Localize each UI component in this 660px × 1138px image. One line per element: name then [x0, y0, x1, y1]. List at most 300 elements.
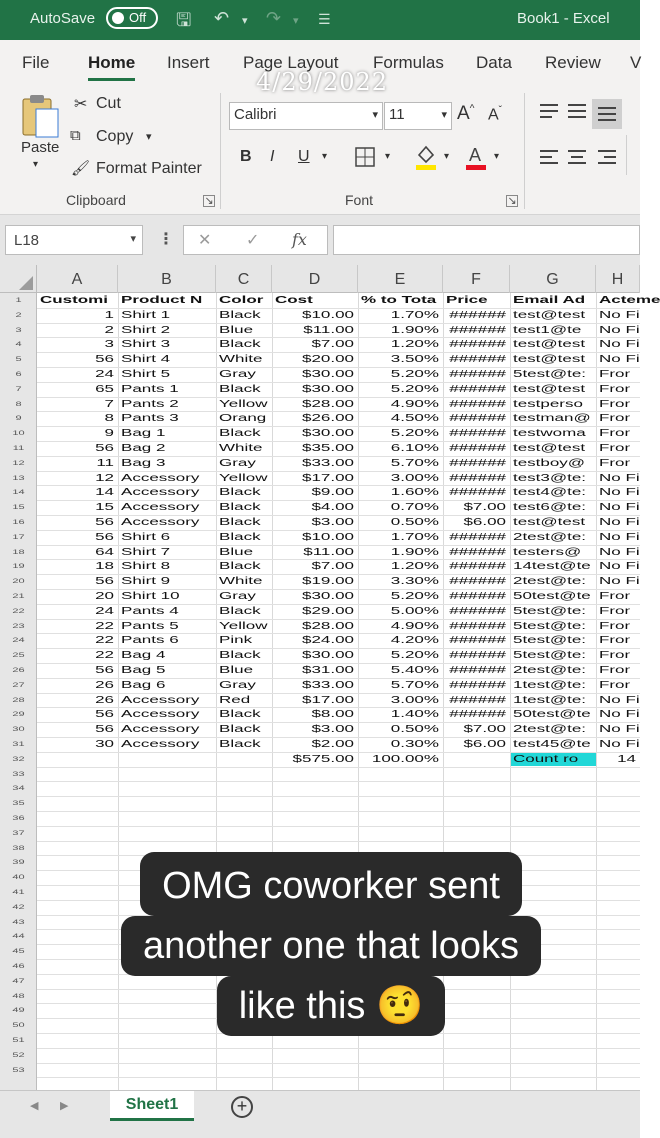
- cell[interactable]: [216, 367, 272, 382]
- cell[interactable]: [118, 559, 216, 574]
- cell[interactable]: [510, 367, 596, 382]
- cell[interactable]: [118, 707, 216, 722]
- cell[interactable]: [216, 648, 272, 663]
- cell[interactable]: [358, 323, 443, 338]
- cell[interactable]: [510, 619, 596, 634]
- row-header[interactable]: 33: [12, 770, 25, 778]
- cell[interactable]: [510, 500, 596, 515]
- cell[interactable]: [510, 530, 596, 545]
- cell[interactable]: [118, 515, 216, 530]
- customize-toolbar-icon[interactable]: ☰: [318, 11, 331, 27]
- cell[interactable]: [216, 678, 272, 693]
- cell[interactable]: [272, 530, 358, 545]
- cell[interactable]: [358, 545, 443, 560]
- borders-dropdown-icon[interactable]: ▾: [385, 151, 391, 162]
- font-size-select[interactable]: [384, 102, 452, 130]
- align-bottom-button[interactable]: [592, 99, 622, 129]
- cell[interactable]: [596, 411, 640, 426]
- cell[interactable]: [443, 426, 510, 441]
- cell[interactable]: [596, 500, 640, 515]
- borders-icon[interactable]: [355, 147, 375, 167]
- cell[interactable]: [216, 397, 272, 412]
- cell[interactable]: [596, 737, 640, 752]
- undo-icon[interactable]: ↶: [214, 8, 230, 28]
- cell[interactable]: [118, 308, 216, 323]
- cell[interactable]: [443, 323, 510, 338]
- cell[interactable]: [37, 367, 118, 382]
- cell[interactable]: [37, 500, 118, 515]
- cell[interactable]: [216, 411, 272, 426]
- tab-formulas[interactable]: Formulas: [373, 53, 444, 72]
- cell[interactable]: [358, 382, 443, 397]
- add-sheet-icon[interactable]: +: [231, 1096, 253, 1118]
- cell[interactable]: [216, 693, 272, 708]
- cell[interactable]: [443, 471, 510, 486]
- cell[interactable]: [510, 308, 596, 323]
- cell[interactable]: [443, 604, 510, 619]
- cell[interactable]: [510, 722, 596, 737]
- cell[interactable]: [510, 293, 596, 308]
- cell[interactable]: [596, 633, 640, 648]
- cell[interactable]: [118, 663, 216, 678]
- cell[interactable]: [358, 485, 443, 500]
- row-header[interactable]: 9: [15, 414, 22, 423]
- cell[interactable]: [510, 323, 596, 338]
- format-painter-icon[interactable]: 🖌: [71, 160, 91, 177]
- clipboard-launcher-icon[interactable]: ↘: [204, 195, 214, 207]
- cell[interactable]: [37, 693, 118, 708]
- cell[interactable]: [443, 352, 510, 367]
- cell[interactable]: [510, 663, 596, 678]
- cell[interactable]: [37, 515, 118, 530]
- cell[interactable]: [272, 633, 358, 648]
- cell[interactable]: [358, 515, 443, 530]
- cell[interactable]: [596, 663, 640, 678]
- increase-font-size-button[interactable]: A^: [457, 103, 475, 124]
- cell[interactable]: [358, 752, 443, 767]
- cell[interactable]: [118, 411, 216, 426]
- row-header[interactable]: 27: [12, 681, 25, 689]
- cell[interactable]: [37, 411, 118, 426]
- cell[interactable]: [443, 456, 510, 471]
- row-header[interactable]: 8: [15, 400, 22, 408]
- cancel-icon[interactable]: ✕: [198, 232, 212, 249]
- row-header[interactable]: 35: [12, 799, 25, 807]
- cell[interactable]: [216, 530, 272, 545]
- cell[interactable]: [118, 367, 216, 382]
- cell[interactable]: [272, 293, 358, 308]
- cell[interactable]: [596, 382, 640, 397]
- font-launcher-icon[interactable]: ↘: [507, 195, 517, 207]
- cell[interactable]: [358, 648, 443, 663]
- cell[interactable]: [443, 397, 510, 412]
- cell[interactable]: [443, 441, 510, 456]
- cell[interactable]: [596, 648, 640, 663]
- cell[interactable]: [37, 485, 118, 500]
- cell[interactable]: [358, 559, 443, 574]
- row-header[interactable]: 44: [12, 932, 25, 941]
- cell[interactable]: [37, 308, 118, 323]
- row-header[interactable]: 26: [12, 666, 25, 674]
- format-painter-button[interactable]: Format Painter: [96, 160, 202, 177]
- cell[interactable]: [510, 471, 596, 486]
- row-header[interactable]: 40: [12, 873, 25, 881]
- cell[interactable]: [37, 574, 118, 589]
- cell[interactable]: [596, 485, 640, 500]
- cell[interactable]: [216, 352, 272, 367]
- row-header[interactable]: 6: [15, 370, 22, 378]
- cell[interactable]: [358, 500, 443, 515]
- cell[interactable]: [443, 530, 510, 545]
- cell[interactable]: [596, 619, 640, 634]
- align-middle-icon[interactable]: [566, 101, 588, 121]
- name-box[interactable]: [5, 225, 143, 255]
- cell[interactable]: [272, 678, 358, 693]
- cell[interactable]: [118, 545, 216, 560]
- row-header[interactable]: 38: [12, 844, 25, 852]
- cell[interactable]: [216, 456, 272, 471]
- cell[interactable]: [510, 633, 596, 648]
- cell[interactable]: [358, 589, 443, 604]
- row-header[interactable]: 3: [15, 326, 22, 334]
- cell[interactable]: [443, 500, 510, 515]
- undo-dropdown-icon[interactable]: ▾: [242, 15, 248, 27]
- cell[interactable]: [510, 545, 596, 560]
- tab-page-layout[interactable]: Page Layout: [243, 53, 339, 72]
- cell[interactable]: [358, 678, 443, 693]
- cell[interactable]: [510, 515, 596, 530]
- cell[interactable]: [358, 411, 443, 426]
- cell[interactable]: [510, 574, 596, 589]
- cell[interactable]: [216, 722, 272, 737]
- sheet-tab-sheet1[interactable]: Sheet1: [110, 1091, 194, 1121]
- cell[interactable]: [118, 648, 216, 663]
- cell[interactable]: [510, 752, 596, 767]
- cell[interactable]: [510, 678, 596, 693]
- cell[interactable]: [358, 693, 443, 708]
- align-left-icon[interactable]: [538, 147, 560, 167]
- cell[interactable]: [118, 693, 216, 708]
- cell[interactable]: [272, 559, 358, 574]
- cell[interactable]: [216, 382, 272, 397]
- cell[interactable]: [596, 352, 640, 367]
- cell[interactable]: [596, 323, 640, 338]
- cell[interactable]: [37, 559, 118, 574]
- paste-icon[interactable]: [20, 93, 62, 139]
- cell[interactable]: [118, 352, 216, 367]
- cell[interactable]: [118, 737, 216, 752]
- cell[interactable]: [596, 308, 640, 323]
- cell[interactable]: [37, 337, 118, 352]
- row-header[interactable]: 48: [12, 992, 25, 1000]
- cell[interactable]: [443, 382, 510, 397]
- column-header-h[interactable]: H: [596, 265, 640, 293]
- cell[interactable]: [596, 426, 640, 441]
- scroll-left-icon[interactable]: ◀: [30, 1100, 39, 1112]
- row-header[interactable]: 21: [12, 592, 25, 600]
- column-header-c[interactable]: C: [216, 265, 272, 293]
- cell[interactable]: [596, 707, 640, 722]
- cell[interactable]: [358, 707, 443, 722]
- cell[interactable]: [37, 678, 118, 693]
- cell[interactable]: [118, 471, 216, 486]
- cell[interactable]: [272, 574, 358, 589]
- cell[interactable]: [272, 707, 358, 722]
- font-color-icon[interactable]: [464, 143, 488, 171]
- cell[interactable]: [443, 367, 510, 382]
- row-header[interactable]: 4: [15, 340, 22, 349]
- row-header[interactable]: 42: [12, 903, 25, 911]
- cell[interactable]: [118, 382, 216, 397]
- cell[interactable]: [216, 500, 272, 515]
- cell[interactable]: [443, 545, 510, 560]
- cell[interactable]: [37, 382, 118, 397]
- row-header[interactable]: 30: [12, 725, 25, 733]
- row-header[interactable]: 10: [12, 429, 25, 437]
- cell[interactable]: [596, 397, 640, 412]
- cell[interactable]: [118, 337, 216, 352]
- cell[interactable]: [272, 648, 358, 663]
- cell[interactable]: [216, 485, 272, 500]
- cell[interactable]: [37, 648, 118, 663]
- row-header[interactable]: 23: [12, 622, 25, 630]
- cell[interactable]: [118, 441, 216, 456]
- cell[interactable]: [216, 737, 272, 752]
- italic-button[interactable]: I: [270, 148, 275, 165]
- cell[interactable]: [216, 574, 272, 589]
- row-header[interactable]: 47: [12, 977, 25, 985]
- row-header[interactable]: 28: [12, 696, 25, 704]
- cell[interactable]: [596, 589, 640, 604]
- column-header-a[interactable]: A: [37, 265, 118, 293]
- cell[interactable]: [118, 574, 216, 589]
- save-icon[interactable]: 🖫: [176, 10, 192, 30]
- align-top-icon[interactable]: [538, 101, 560, 121]
- cell[interactable]: [443, 589, 510, 604]
- cell[interactable]: [118, 293, 216, 308]
- cell[interactable]: [216, 604, 272, 619]
- cell[interactable]: [216, 471, 272, 486]
- enter-icon[interactable]: ✓: [246, 232, 260, 249]
- cell[interactable]: [443, 559, 510, 574]
- cell[interactable]: [358, 441, 443, 456]
- cell[interactable]: [510, 382, 596, 397]
- cell[interactable]: [443, 308, 510, 323]
- row-header[interactable]: 13: [12, 474, 25, 482]
- font-name-select[interactable]: [229, 102, 383, 130]
- cell[interactable]: [510, 411, 596, 426]
- copy-dropdown-icon[interactable]: ▾: [146, 131, 152, 143]
- copy-button[interactable]: Copy: [96, 128, 134, 145]
- tab-insert[interactable]: Insert: [167, 53, 210, 72]
- cut-icon[interactable]: ✂: [74, 96, 88, 113]
- row-header[interactable]: 20: [12, 577, 25, 585]
- cell[interactable]: [37, 397, 118, 412]
- row-header[interactable]: 53: [12, 1066, 25, 1074]
- row-header[interactable]: 51: [12, 1036, 25, 1044]
- cell[interactable]: [596, 574, 640, 589]
- cell[interactable]: [272, 515, 358, 530]
- row-header[interactable]: 43: [12, 918, 25, 926]
- cell[interactable]: [358, 663, 443, 678]
- tab-file[interactable]: File: [22, 53, 50, 72]
- row-header[interactable]: 34: [12, 784, 25, 793]
- cell[interactable]: [272, 545, 358, 560]
- row-header[interactable]: 19: [12, 562, 25, 571]
- row-header[interactable]: 52: [12, 1051, 25, 1059]
- cell[interactable]: [358, 530, 443, 545]
- column-header-b[interactable]: B: [118, 265, 216, 293]
- cell[interactable]: [510, 589, 596, 604]
- cell[interactable]: [272, 441, 358, 456]
- row-header[interactable]: 32: [12, 755, 25, 763]
- cell[interactable]: [596, 559, 640, 574]
- column-header-g[interactable]: G: [510, 265, 596, 293]
- row-header[interactable]: 11: [12, 444, 25, 452]
- cell[interactable]: [510, 426, 596, 441]
- row-header[interactable]: 1: [15, 296, 22, 304]
- select-all-button[interactable]: [0, 265, 37, 293]
- align-right-icon[interactable]: [596, 147, 618, 167]
- cell[interactable]: [118, 633, 216, 648]
- cell[interactable]: [37, 707, 118, 722]
- cell[interactable]: [510, 441, 596, 456]
- cut-button[interactable]: Cut: [96, 95, 121, 112]
- column-header-d[interactable]: D: [272, 265, 358, 293]
- cell[interactable]: [37, 663, 118, 678]
- cell[interactable]: [510, 648, 596, 663]
- cell[interactable]: [216, 515, 272, 530]
- cell[interactable]: [443, 515, 510, 530]
- copy-icon[interactable]: ⧉: [70, 127, 81, 144]
- cell[interactable]: [443, 663, 510, 678]
- cell[interactable]: [358, 456, 443, 471]
- cell[interactable]: [118, 619, 216, 634]
- cell[interactable]: [272, 619, 358, 634]
- cell[interactable]: [443, 411, 510, 426]
- row-header[interactable]: 37: [12, 829, 25, 837]
- row-header[interactable]: 5: [15, 355, 22, 363]
- cell[interactable]: [216, 337, 272, 352]
- cell[interactable]: [272, 323, 358, 338]
- cell[interactable]: [272, 752, 358, 767]
- cell[interactable]: [216, 308, 272, 323]
- cell[interactable]: [596, 604, 640, 619]
- cell[interactable]: [358, 737, 443, 752]
- cell[interactable]: [37, 633, 118, 648]
- cell[interactable]: [216, 707, 272, 722]
- cell[interactable]: [510, 456, 596, 471]
- row-header[interactable]: 22: [12, 607, 25, 615]
- cell[interactable]: [118, 323, 216, 338]
- cell[interactable]: [216, 663, 272, 678]
- cell[interactable]: [118, 589, 216, 604]
- cell[interactable]: [443, 678, 510, 693]
- cell[interactable]: [216, 293, 272, 308]
- cell[interactable]: [596, 678, 640, 693]
- cell[interactable]: [272, 426, 358, 441]
- cell[interactable]: [510, 707, 596, 722]
- cell[interactable]: [443, 707, 510, 722]
- cell[interactable]: [216, 323, 272, 338]
- row-header[interactable]: 25: [12, 651, 25, 659]
- scroll-right-icon[interactable]: ▶: [60, 1100, 69, 1112]
- cell[interactable]: [37, 737, 118, 752]
- cell[interactable]: [510, 485, 596, 500]
- cell[interactable]: [510, 693, 596, 708]
- cell[interactable]: [510, 604, 596, 619]
- paste-label[interactable]: Paste: [21, 139, 60, 156]
- cell[interactable]: [272, 737, 358, 752]
- underline-button[interactable]: U: [298, 148, 310, 165]
- column-header-e[interactable]: E: [358, 265, 443, 293]
- cell[interactable]: [216, 441, 272, 456]
- cell[interactable]: [216, 559, 272, 574]
- row-header[interactable]: 45: [12, 947, 25, 955]
- cell[interactable]: [216, 633, 272, 648]
- cell[interactable]: [37, 530, 118, 545]
- cell[interactable]: [272, 589, 358, 604]
- cell[interactable]: [358, 471, 443, 486]
- redo-icon[interactable]: ↷: [266, 8, 282, 28]
- cell[interactable]: [358, 352, 443, 367]
- row-header[interactable]: 31: [12, 740, 25, 748]
- cell[interactable]: [37, 426, 118, 441]
- row-header[interactable]: 14: [12, 488, 25, 497]
- row-header[interactable]: 49: [12, 1006, 25, 1015]
- cell[interactable]: [358, 293, 443, 308]
- cell[interactable]: [596, 752, 640, 767]
- cell[interactable]: [358, 619, 443, 634]
- cell[interactable]: [272, 456, 358, 471]
- cell[interactable]: [272, 337, 358, 352]
- cell[interactable]: [596, 456, 640, 471]
- row-header[interactable]: 17: [12, 533, 25, 541]
- align-center-icon[interactable]: [566, 147, 588, 167]
- row-header[interactable]: 24: [12, 636, 25, 645]
- cell[interactable]: [358, 722, 443, 737]
- cell[interactable]: [37, 293, 118, 308]
- cell[interactable]: [510, 337, 596, 352]
- font-color-dropdown-icon[interactable]: ▾: [494, 151, 500, 162]
- cell[interactable]: [272, 397, 358, 412]
- row-header[interactable]: 16: [12, 518, 25, 526]
- cell[interactable]: [216, 426, 272, 441]
- cell[interactable]: [443, 337, 510, 352]
- cell[interactable]: [37, 589, 118, 604]
- row-header[interactable]: 50: [12, 1021, 25, 1029]
- cell[interactable]: [596, 530, 640, 545]
- underline-dropdown-icon[interactable]: ▾: [322, 151, 328, 162]
- row-header[interactable]: 29: [12, 710, 25, 719]
- cell[interactable]: [118, 456, 216, 471]
- cell[interactable]: [272, 604, 358, 619]
- cell[interactable]: [118, 530, 216, 545]
- cell[interactable]: [37, 722, 118, 737]
- cell[interactable]: [272, 367, 358, 382]
- cell[interactable]: [596, 367, 640, 382]
- cell[interactable]: [596, 441, 640, 456]
- cell[interactable]: [443, 574, 510, 589]
- row-header[interactable]: 46: [12, 962, 25, 970]
- cell[interactable]: [443, 619, 510, 634]
- row-header[interactable]: 12: [12, 459, 25, 467]
- autosave-toggle[interactable]: [106, 7, 158, 29]
- cell[interactable]: [358, 308, 443, 323]
- cell[interactable]: [118, 604, 216, 619]
- cell[interactable]: [272, 308, 358, 323]
- cell[interactable]: [37, 352, 118, 367]
